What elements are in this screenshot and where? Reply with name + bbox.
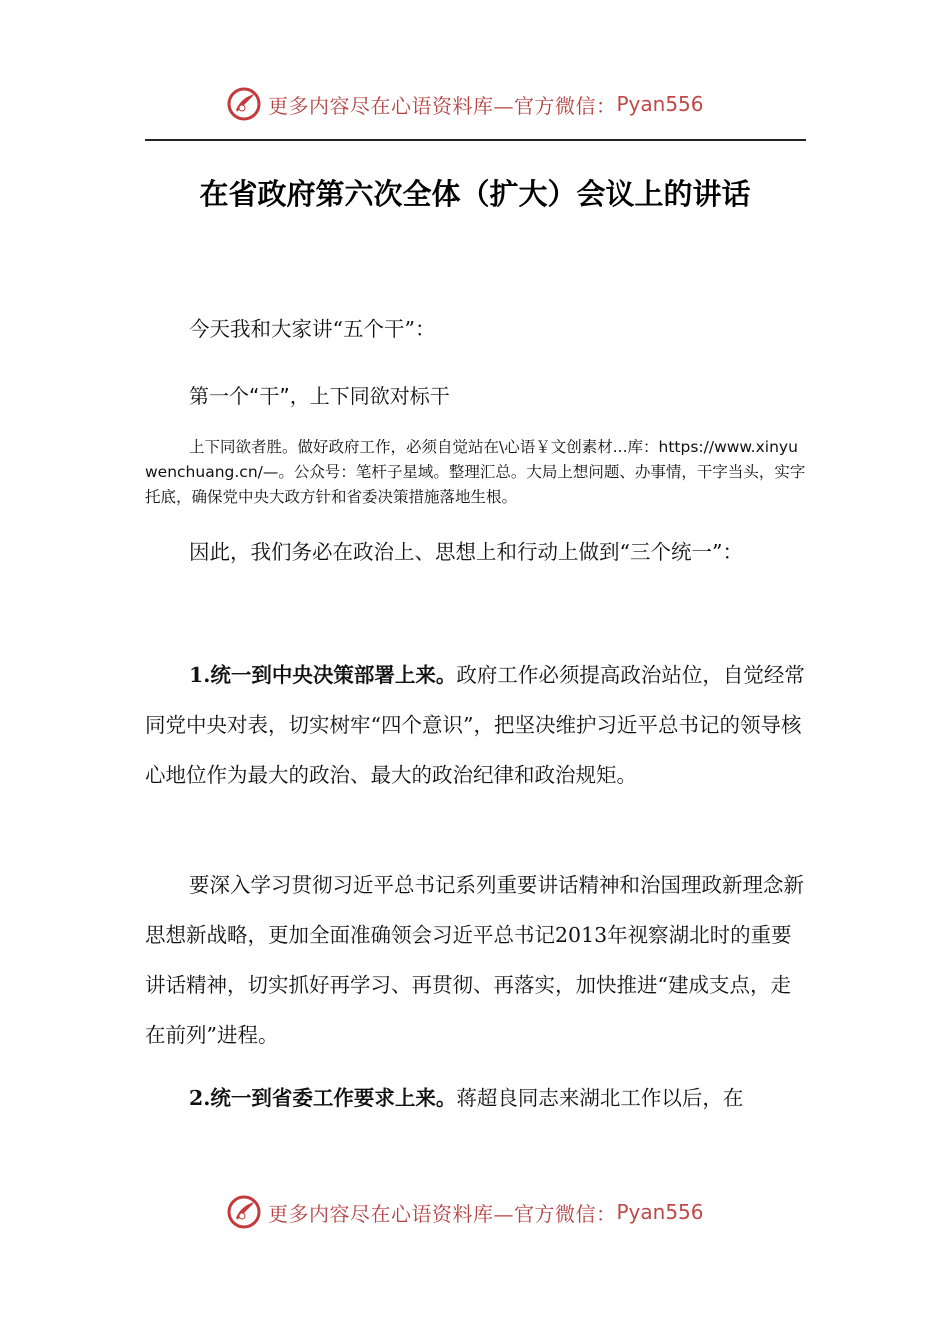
item1-lead: 1.统一到中央决策部署上来。	[189, 663, 457, 687]
intro-paragraph: 今天我和大家讲“五个干”：	[189, 317, 436, 341]
banner-text: 更多内容尽在心语资料库—官方微信：	[268, 1201, 617, 1226]
section-heading: 第一个“干”，上下同欲对标干	[189, 384, 450, 408]
page-title: 在省政府第六次全体（扩大）会议上的讲话	[199, 177, 751, 211]
logo-icon	[226, 1194, 262, 1230]
logo-icon	[226, 86, 262, 122]
item1-paragraph	[145, 650, 806, 800]
footer-banner	[226, 1192, 704, 1232]
small-paragraph: 上下同欲者胜。做好政府工作，必须自觉站在\心语￥文创素材...库：https://www.xinyuwenchuang.cn/—。公众号：笔杆子星域。整理汇总。大局上想问题、办事情，干字当头，实字托底，确保党中央大政方针和省委决策措施落地生根。	[145, 438, 806, 506]
item2-paragraph	[145, 1073, 806, 1123]
therefore-paragraph: 因此，我们务必在政治上、思想上和行动上做到“三个统一”：	[189, 540, 743, 564]
body-paragraph: 要深入学习贯彻习近平总书记系列重要讲话精神和治国理政新理念新思想新战略，更加全面准确领会习近平总书记2013年视察湖北时的重要讲话精神，切实抓好再学习、再贯彻、再落实，加快推进“建成支点，走在前列”进程。	[145, 873, 804, 1047]
wechat-id: Pyan556	[616, 1200, 704, 1224]
wechat-id: Pyan556	[616, 92, 704, 116]
item2-lead: 2.统一到省委工作要求上来。	[189, 1086, 457, 1110]
banner-text: 更多内容尽在心语资料库—官方微信：	[268, 93, 617, 118]
item1-body: 政府工作必须提高政治站位，自觉经常同党中央对表，切实树牢“四个意识”，把坚决维护习近平总书记的领导核心地位作为最大的政治、最大的政治纪律和政治规矩。	[145, 663, 805, 787]
item2-body: 蒋超良同志来湖北工作以后，在	[456, 1086, 744, 1110]
header-divider	[145, 139, 806, 141]
header-banner	[226, 84, 704, 124]
